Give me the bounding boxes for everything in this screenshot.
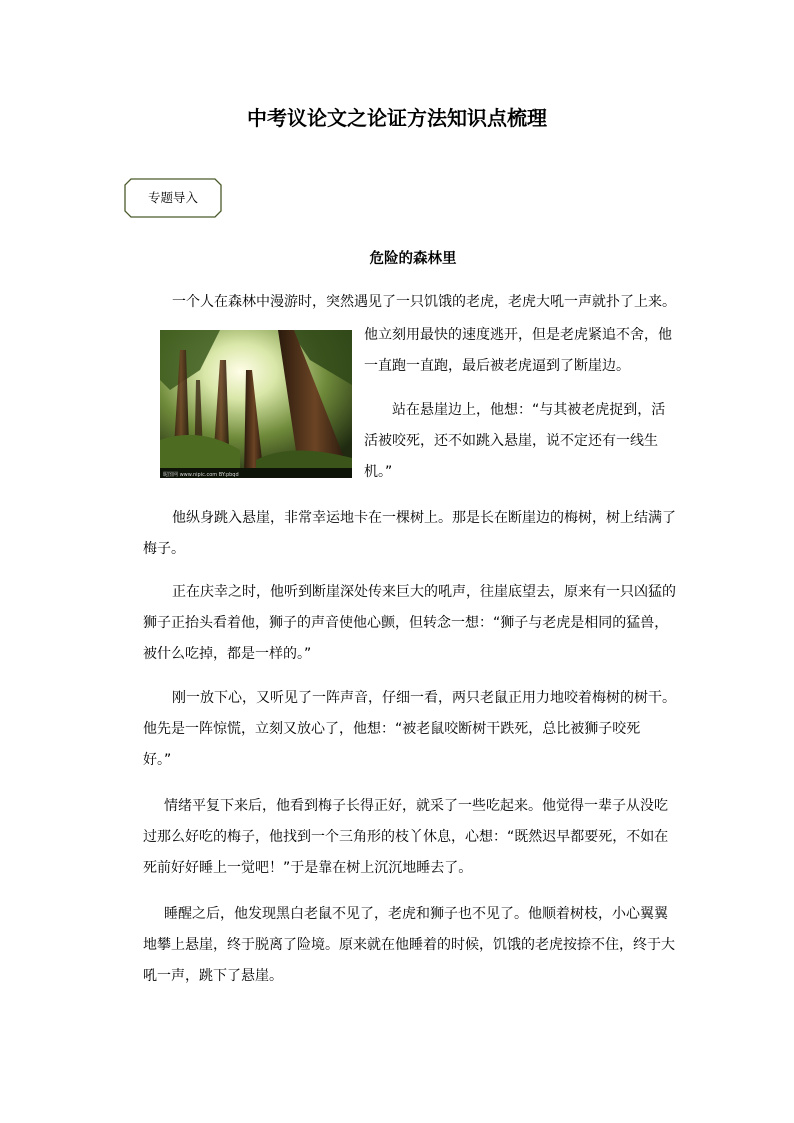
paragraph-line: 睡醒之后，他发现黑白老鼠不见了，老虎和狮子也不见了。他顺着树枝，小心翼翼 [164, 906, 668, 922]
paragraph-line: 他立刻用最快的速度逃开，但是老虎紧追不舍，他 [364, 327, 672, 343]
story-title: 危险的森林里 [369, 251, 457, 267]
paragraph-line: 好。” [143, 752, 172, 768]
paragraph-line: 刚一放下心，又听见了一阵声音，仔细一看，两只老鼠正用力地咬着梅树的树干。 [172, 690, 676, 706]
paragraph-line: 狮子正抬头看着他，狮子的声音使他心颤，但转念一想：“狮子与老虎是相同的猛兽， [143, 615, 669, 631]
paragraph-line: 正在庆幸之时，他听到断崖深处传来巨大的吼声，往崖底望去，原来有一只凶猛的 [172, 584, 676, 600]
photo-caption: 昵图网 www.nipic.com BY:pbqd [163, 472, 239, 478]
paragraph-line: 死前好好睡上一觉吧！”于是靠在树上沉沉地睡去了。 [143, 860, 473, 876]
paragraph-line: 活被咬死，还不如跳入悬崖，说不定还有一线生 [364, 433, 658, 449]
topic-intro-badge [124, 178, 222, 218]
paragraph-line: 他纵身跳入悬崖，非常幸运地卡在一棵树上。那是长在断崖边的梅树，树上结满了 [172, 510, 676, 526]
paragraph-line: 梅子。 [143, 541, 185, 557]
paragraph-line: 情绪平复下来后，他看到梅子长得正好，就采了一些吃起来。他觉得一辈子从没吃 [164, 798, 668, 814]
paragraph-line: 站在悬崖边上，他想：“与其被老虎捉到，活 [392, 402, 666, 418]
paragraph-line: 地攀上悬崖，终于脱离了险境。原来就在他睡着的时候，饥饿的老虎按捺不住，终于大 [143, 937, 675, 953]
paragraph-line: 被什么吃掉，都是一样的。” [143, 646, 312, 662]
page-title: 中考议论文之论证方法知识点梳理 [247, 106, 547, 130]
paragraph-line: 过那么好吃的梅子，他找到一个三角形的枝丫休息，心想：“既然迟早都要死，不如在 [143, 829, 669, 845]
paragraph-line: 他先是一阵惊慌，立刻又放心了，他想：“被老鼠咬断树干跌死，总比被狮子咬死 [143, 721, 641, 737]
paragraph-line: 机。” [364, 464, 393, 480]
topic-intro-label: 专题导入 [147, 190, 198, 205]
paragraph-line: 一个人在森林中漫游时，突然遇见了一只饥饿的老虎，老虎大吼一声就扑了上来。 [172, 294, 676, 310]
paragraph-line: 一直跑一直跑，最后被老虎逼到了断崖边。 [364, 358, 630, 374]
paragraph-line: 吼一声，跳下了悬崖。 [143, 968, 283, 984]
forest-photo [160, 330, 352, 478]
